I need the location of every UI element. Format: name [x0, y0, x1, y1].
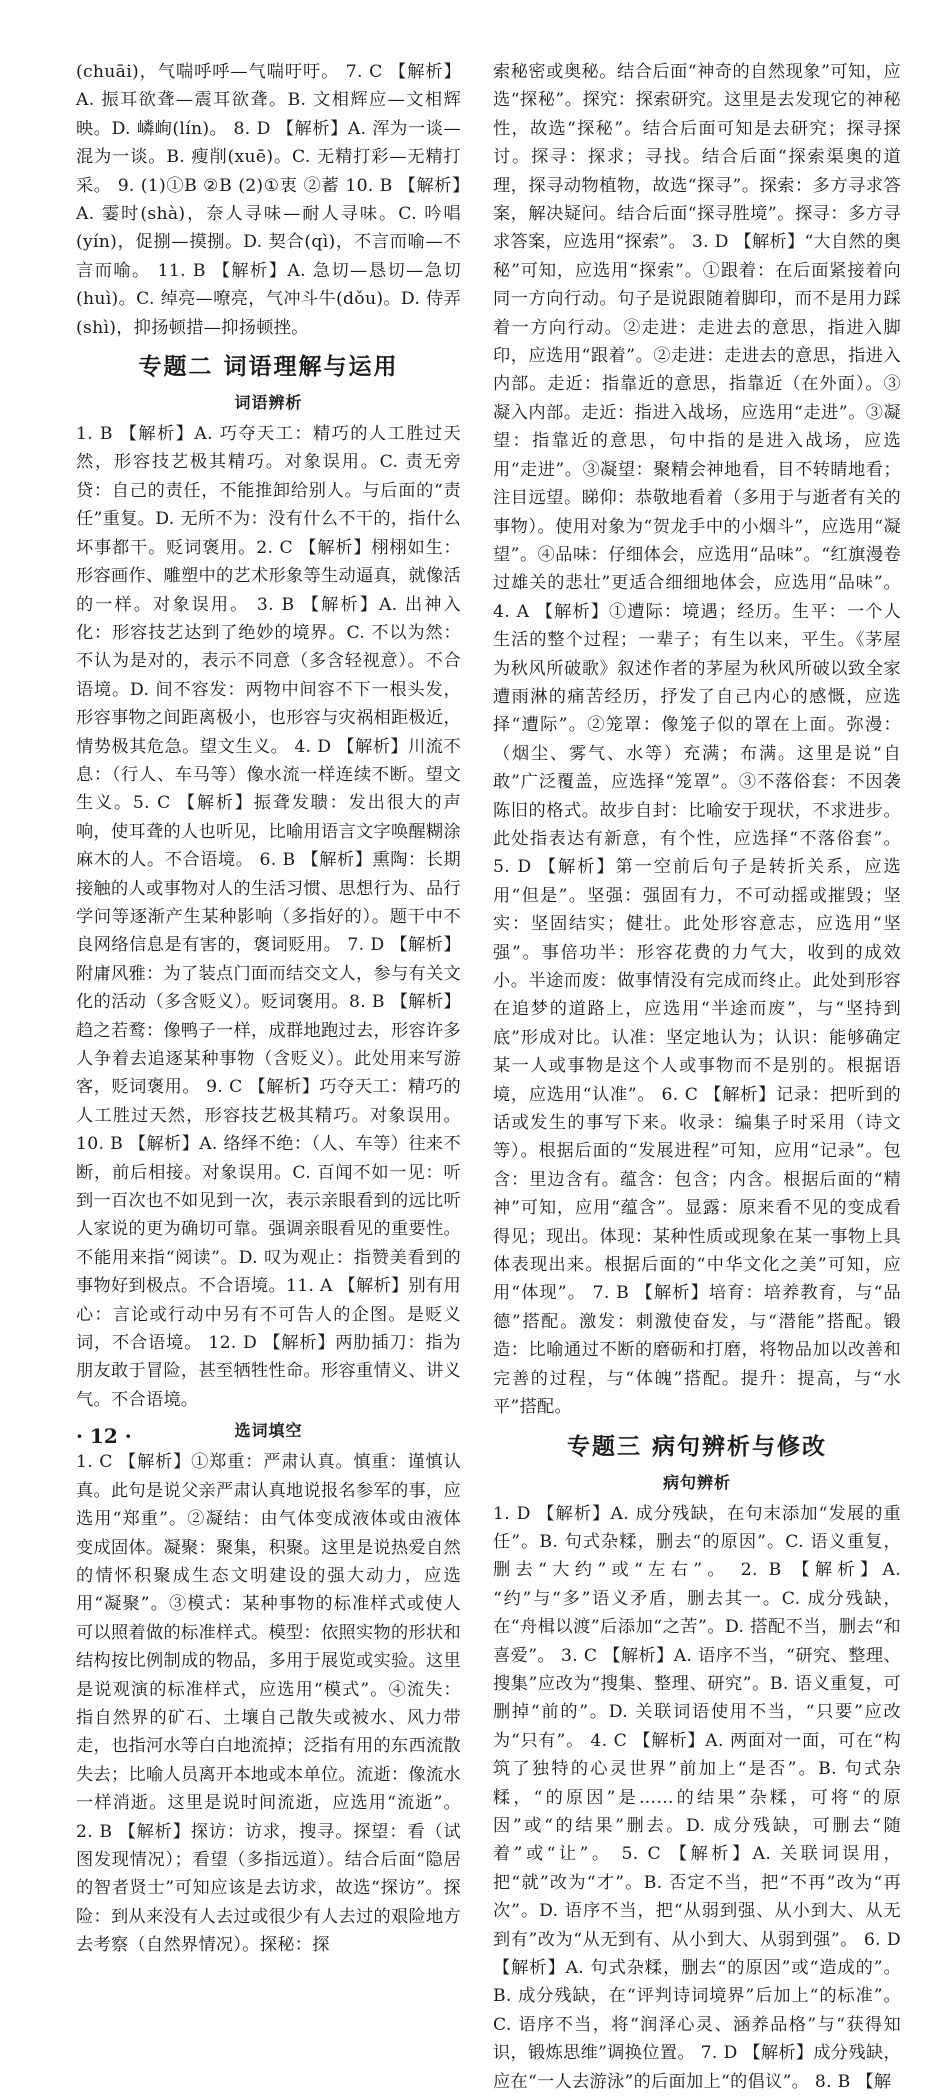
right-continued-answers: 索秘密或奥秘。结合后面“神奇的自然现象”可知，应选“探秘”。探究：探索研究。这里是去发现它的神秘性，故选“探秘”。结合后面可知是去研究；探寻探讨。探寻：探求；寻找。结合后面“探索渠奥的道理，探寻动物植物，故选“探寻”。探索：多方寻求答案，解决疑问。结合后面“探寻胜境”。探寻：多方寻求答案，应选用“探索”。 3. D 【解析】“大自然的奥秘”可知，应选用“探索”。①跟着：在后面紧接着向同一方向行动。句子是说跟随着脚印，而不是用力踩着一方向行动。②走进：走进去的意思，指进入脚印，应选用“跟着”。②走进：走进去的意思，指进入内部。走近：指靠近的意思，指靠近（在外面）。③凝入内部。走近：指进入战场，应选用“走进”。③凝望：指靠近的意思，句中指的是进入战场，应选用“走进”。③凝望：聚精会神地看，目不转睛地看；注目远望。睇仰：恭敬地看着（多用于与逝者有关的事物）。使用对象为“贺龙手中的小烟斗”，应选用“凝望”。④品味：仔细体会，应选用“品味”。“红旗漫卷过雄关的悲壮”更适合细细地体会，应选用“品味”。 4. A 【解析】①遭际：境遇；经历。生平：一个人生活的整个过程；一辈子；有生以来，平生。《茅屋为秋风所破歌》叙述作者的茅屋为秋风所破以致全家遭雨淋的痛苦经历，抒发了自己内心的感慨，应选择“遭际”。②笼罩：像笼子似的罩在上面。弥漫：（烟尘、雾气、水等）充满；布满。这里是说“自敢”广泛覆盖，应选择“笼罩”。③不落俗套：不因袭陈旧的格式。故步自封：比喻安于现状，不求进步。此处指表达有新意，有个性，应选择“不落俗套”。 5. D 【解析】第一空前后句子是转折关系，应选用“但是”。坚强：强固有力，不可动摇或摧毁；坚实：坚固结实；健壮。此处形容意志，应选用“坚强”。事倍功半：形容花费的力气大，收到的成效小。半途而废：做事情没有完成而终止。此处到形容在追梦的道路上，应选用“半途而废”，与“坚持到底”形成对比。认准：坚定地认为；认识：能够确定某一人或事物是这个人或事物而不是别的。根据语境，应选用“认准”。 6. C 【解析】记录：把听到的话或发生的事写下来。收录：编集子时采用（诗文等）。根据后面的“发展进程”可知，应用“记录”。包含：里边含有。蕴含：包含；内含。根据后面的“精神”可知，应用“蕴含”。显露：原来看不见的变成看得见；现出。体现：某种性质或现象在某一事物上具体表现出来。根据后面的“中华文化之美”可知，应用“体现”。 7. B 【解析】培育：培养教育，与“品德”搭配。激发：刺激使奋发，与“潜能”搭配。锻造：比喻通过不断的磨砺和打磨，将物品加以改善和完善的过程，与“体魄”搭配。提升：提高，与“水平”搭配。	[493, 58, 901, 1422]
page-number: · 12 ·	[76, 1424, 132, 1448]
section-title-3: 专题三 病句辨析与修改	[493, 1432, 901, 1462]
subsection-title-word-analysis: 词语辨析	[76, 390, 461, 416]
subsection-title-word-fill: 选词填空	[76, 1418, 461, 1444]
word-analysis-answers: 1. B 【解析】A. 巧夺天工：精巧的人工胜过天然，形容技艺极其精巧。对象误用。C. 责无旁贷：自己的责任，不能推卸给别人。与后面的“责任”重复。D. 无所不为：没有什么不干的，指什么坏事都干。贬词褒用。2. C 【解析】栩栩如生：形容画作、雕塑中的艺术形象等生动逼真，就像活的一样。对象误用。 3. B 【解析】A. 出神入化：形容技艺达到了绝妙的境界。C. 不以为然：不认为是对的，表示不同意（多含轻视意）。不合语境。D. 间不容发：两物中间容不下一根头发，形容事物之间距离极小，也形容与灾祸相距极近，情势极其危急。望文生义。 4. D 【解析】川流不息：（行人、车马等）像水流一样连续不断。望文生义。5. C 【解析】振聋发聩：发出很大的声响，使耳聋的人也听见，比喻用语言文字唤醒糊涂麻木的人。不合语境。 6. B 【解析】熏陶：长期接触的人或事物对人的生活习惯、思想行为、品行学问等逐渐产生某种影响（多指好的）。题干中不良网络信息是有害的，褒词贬用。 7. D 【解析】附庸风雅：为了装点门面而结交文人，参与有关文化的活动（多含贬义）。贬词褒用。8. B 【解析】趋之若鹜：像鸭子一样，成群地跑过去，形容许多人争着去追逐某种事物（含贬义）。此处用来写游客，贬词褒用。 9. C 【解析】巧夺天工：精巧的人工胜过天然，形容技艺极其精巧。对象误用。 10. B 【解析】A. 络绎不绝：（人、车等）往来不断，前后相接。对象误用。C. 百闻不如一见：听到一百次也不如见到一次，表示亲眼看到的远比听人家说的更为确切可靠。强调亲眼看见的重要性。不能用来指“阅读”。D. 叹为观止：指赞美看到的事物好到极点。不合语境。11. A 【解析】别有用心：言论或行动中另有不可告人的企图。是贬义词，不合语境。 12. D 【解析】两肋插刀：指为朋友敢于冒险，甚至牺牲性命。形容重情义、讲义气。不合语境。	[76, 420, 461, 1414]
section-title-2: 专题二 词语理解与运用	[76, 352, 461, 382]
left-intro-paragraph: (chuāi)，气喘呼呼—气喘吁吁。 7. C 【解析】A. 振耳欲聋—震耳欲聋。B. 文相辉应—文相辉映。D. 嶙峋(lín)。 8. D 【解析】A. 浑为一谈—混为一谈。B. 瘦削(xuē)。C. 无精打彩—无精打采。 9. (1)①B ②B (2)①衷 ②蓄 10. B 【解析】A. 霎时(shà)，奈人寻味—耐人寻味。C. 吟唱(yín)，促捌—摸捌。D. 契合(qì)，不言而喻—不言而喻。 11. B 【解析】A. 急切—恳切—急切(huì)。C. 绰亮—嘹亮，气冲斗牛(dǒu)。D. 侍弄(shì)，抑扬顿措—抑扬顿挫。	[76, 58, 461, 342]
subsection-title-sentence-analysis: 病句辨析	[493, 1470, 901, 1496]
left-column	[76, 58, 461, 1420]
sentence-analysis-answers: 1. D 【解析】A. 成分残缺，在句末添加“发展的重任”。B. 句式杂糅，删去“的原因”。C. 语义重复，删去“大约”或“左右”。 2. B 【解析】A. “约”与“多”语义矛盾，删去其一。C. 成分残缺，在“舟楫以渡”后添加“之苦”。D. 搭配不当，删去“和喜爱”。 3. C 【解析】A. 语序不当，“研究、整理、搜集”应改为“搜集、整理、研究”。B. 语义重复，可删掉“前的”。D. 关联词语使用不当，“只要”应改为“只有”。 4. C 【解析】A. 两面对一面，可在“构筑了独特的心灵世界”前加上“是否”。B. 句式杂糅，“的原因”是……的结果”杂糅，可将“的原因”或“的结果”删去。D. 成分残缺，可删去“随着”或“让”。 5. C 【解析】A. 关联词误用，把“就”改为“才”。B. 否定不当，把“不再”改为“再次”。D. 语序不当，把“从弱到强、从小到大、从无到有”改为“从无到有、从小到大、从弱到强”。 6. D 【解析】A. 句式杂糅，删去“的原因”或“造成的”。B. 成分残缺，在“评判诗词境界”后加上“的标准”。C. 语序不当，将“润泽心灵、涵养品格”与“获得知识，锻炼思维”调换位置。 7. D 【解析】成分残缺，应在“一人去游泳”的后面加上“的倡议”。 8. B 【解	[493, 1500, 901, 2096]
word-fill-answers: 1. C 【解析】①郑重：严肃认真。慎重：谨慎认真。此句是说父亲严肃认真地说报名参军的事，应选用“郑重”。②凝结：由气体变成液体或由液体变成固体。凝聚：聚集，积聚。这里是说热爱自然的情怀积聚成生态文明建设的强大动力，应选用“凝聚”。③模式：某种事物的标准样式或使人可以照着做的标准样式。模型：依照实物的形状和结构按比例制成的物品，多用于展览或实验。这里是说观演的标准样式，应选用“模式”。④流失：指自然界的矿石、土壤自己散失或被水、风力带走，也指河水等白白地流掉；泛指有用的东西流散失去；比喻人员离开本地或本单位。流逝：像流水一样消逝。这里是说时间流逝，应选用“流逝”。 2. B 【解析】探访：访求，搜寻。探望：看（试图发现情况）；看望（多指远道）。结合后面“隐居的智者贤士”可知应该是去访求，故选“探访”。探险：到从来没有人去过或很少有人去过的艰险地方去考察（自然界情况）。探秘：探	[76, 1448, 461, 1959]
right-column	[493, 58, 901, 1420]
